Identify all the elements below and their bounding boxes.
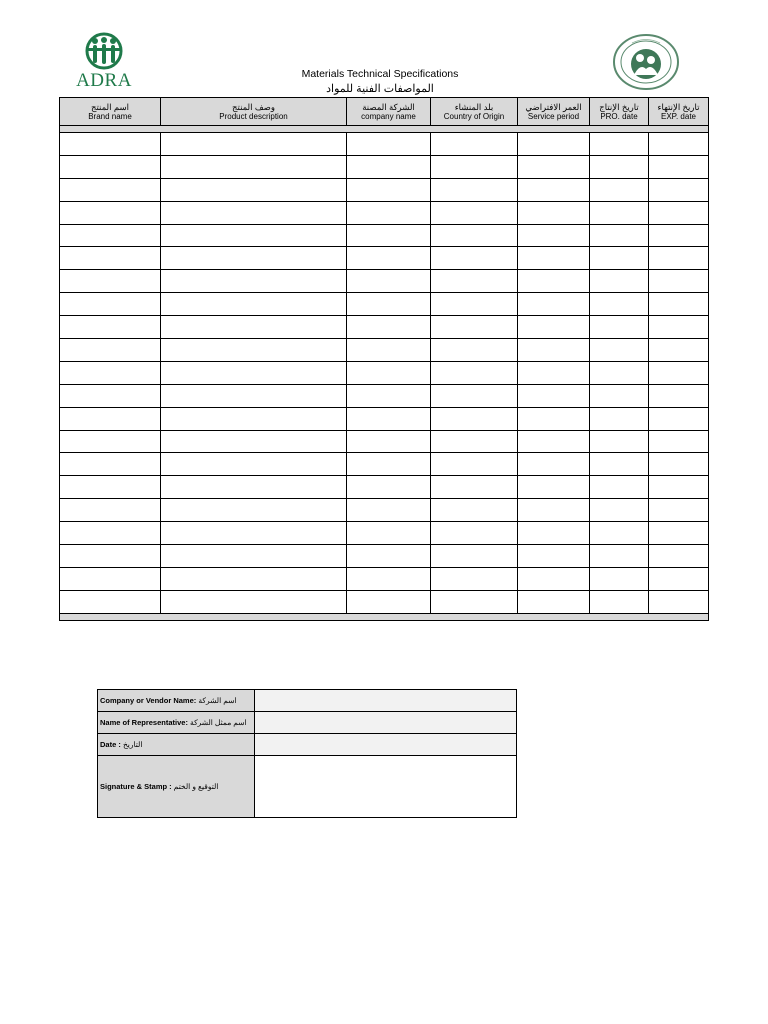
table-cell[interactable] (590, 476, 649, 499)
table-cell[interactable] (347, 224, 431, 247)
table-cell[interactable] (60, 476, 161, 499)
table-cell[interactable] (518, 499, 590, 522)
table-cell[interactable] (161, 384, 347, 407)
table-cell[interactable] (347, 247, 431, 270)
specifications-table (59, 97, 709, 621)
table-cell[interactable] (649, 545, 709, 568)
table-cell[interactable] (590, 361, 649, 384)
table-cell[interactable] (518, 407, 590, 430)
table-cell[interactable] (431, 316, 518, 339)
table-cell[interactable] (161, 476, 347, 499)
table-cell[interactable] (347, 407, 431, 430)
table-row (60, 339, 709, 362)
adra-wordmark: ADRA (76, 70, 132, 91)
table-cell[interactable] (60, 247, 161, 270)
table-cell[interactable] (60, 339, 161, 362)
table-cell[interactable] (347, 201, 431, 224)
signature-field[interactable] (255, 756, 517, 818)
date-label: Date : التاريخ (98, 734, 255, 756)
vendor-name-field[interactable] (255, 690, 517, 712)
signature-row (98, 756, 517, 818)
table-cell[interactable] (518, 522, 590, 545)
table-cell[interactable] (161, 361, 347, 384)
table-row (60, 155, 709, 178)
representative-label: Name of Representative: اسم ممثل الشركة (98, 712, 255, 734)
table-cell[interactable] (347, 133, 431, 156)
table-cell[interactable] (590, 293, 649, 316)
table-row (60, 499, 709, 522)
table-row (60, 522, 709, 545)
table-cell[interactable] (431, 178, 518, 201)
table-cell[interactable] (431, 522, 518, 545)
table-cell[interactable] (649, 247, 709, 270)
table-cell[interactable] (649, 270, 709, 293)
table-cell[interactable] (347, 590, 431, 613)
table-cell[interactable] (518, 453, 590, 476)
table-row (60, 361, 709, 384)
table-cell[interactable] (649, 384, 709, 407)
table-cell[interactable] (431, 247, 518, 270)
footer-spacer-row (60, 613, 709, 620)
table-cell[interactable] (649, 522, 709, 545)
table-cell[interactable] (518, 316, 590, 339)
table-cell[interactable] (590, 522, 649, 545)
column-header-service-period: العمر الافتراضي Service period (518, 98, 590, 126)
table-cell[interactable] (649, 133, 709, 156)
table-cell[interactable] (161, 499, 347, 522)
table-cell[interactable] (518, 361, 590, 384)
table-cell[interactable] (518, 155, 590, 178)
table-row (60, 453, 709, 476)
table-cell[interactable] (60, 201, 161, 224)
table-cell[interactable] (60, 133, 161, 156)
table-cell[interactable] (60, 453, 161, 476)
table-cell[interactable] (649, 201, 709, 224)
table-cell[interactable] (590, 567, 649, 590)
signature-label: Signature & Stamp : التوقيع و الختم (98, 756, 255, 818)
table-cell[interactable] (649, 361, 709, 384)
table-row (60, 590, 709, 613)
adra-logo (73, 32, 135, 90)
table-cell[interactable] (431, 430, 518, 453)
table-row (60, 224, 709, 247)
table-cell[interactable] (161, 155, 347, 178)
table-cell[interactable] (590, 499, 649, 522)
table-cell[interactable] (590, 545, 649, 568)
table-cell[interactable] (649, 453, 709, 476)
table-cell[interactable] (347, 453, 431, 476)
table-cell[interactable] (431, 567, 518, 590)
table-cell[interactable] (431, 545, 518, 568)
table-cell[interactable] (161, 545, 347, 568)
table-cell[interactable] (347, 155, 431, 178)
column-header-product-description: وصف المنتج Product description (161, 98, 347, 126)
table-row (60, 407, 709, 430)
table-cell[interactable] (518, 201, 590, 224)
table-cell[interactable] (347, 499, 431, 522)
table-cell[interactable] (161, 133, 347, 156)
table-cell[interactable] (518, 384, 590, 407)
table-cell[interactable] (431, 476, 518, 499)
table-cell[interactable] (518, 567, 590, 590)
table-cell[interactable] (347, 522, 431, 545)
table-cell[interactable] (590, 316, 649, 339)
table-cell[interactable] (590, 339, 649, 362)
table-cell[interactable] (590, 201, 649, 224)
table-cell[interactable] (161, 453, 347, 476)
table-cell[interactable] (649, 316, 709, 339)
table-cell[interactable] (518, 590, 590, 613)
table-cell[interactable] (161, 224, 347, 247)
table-cell[interactable] (431, 384, 518, 407)
table-cell[interactable] (518, 293, 590, 316)
table-row (60, 293, 709, 316)
table-cell[interactable] (518, 224, 590, 247)
table-cell[interactable] (161, 178, 347, 201)
table-cell[interactable] (590, 133, 649, 156)
table-cell[interactable] (60, 590, 161, 613)
table-cell[interactable] (60, 178, 161, 201)
table-cell[interactable] (649, 407, 709, 430)
column-header-pro-date: تاريخ الإنتاج PRO. date (590, 98, 649, 126)
table-row (60, 384, 709, 407)
table-cell[interactable] (161, 339, 347, 362)
table-cell[interactable] (347, 361, 431, 384)
table-cell[interactable] (347, 430, 431, 453)
table-cell[interactable] (431, 224, 518, 247)
representative-row (98, 712, 517, 734)
table-row (60, 270, 709, 293)
representative-field[interactable] (255, 712, 517, 734)
table-row (60, 178, 709, 201)
table-cell[interactable] (347, 293, 431, 316)
table-cell[interactable] (649, 178, 709, 201)
table-cell[interactable] (649, 590, 709, 613)
table-row (60, 133, 709, 156)
table-row (60, 316, 709, 339)
table-cell[interactable] (347, 476, 431, 499)
table-cell[interactable] (649, 293, 709, 316)
table-cell[interactable] (161, 430, 347, 453)
table-cell[interactable] (60, 430, 161, 453)
table-cell[interactable] (518, 270, 590, 293)
table-cell[interactable] (518, 430, 590, 453)
table-cell[interactable] (60, 522, 161, 545)
column-header-exp-date: تاريخ الإنتهاء EXP. date (649, 98, 709, 126)
table-cell[interactable] (518, 545, 590, 568)
table-cell[interactable] (590, 155, 649, 178)
table-cell[interactable] (161, 201, 347, 224)
table-row (60, 476, 709, 499)
table-row (60, 567, 709, 590)
table-cell[interactable] (649, 224, 709, 247)
table-cell[interactable] (590, 430, 649, 453)
table-cell[interactable] (649, 476, 709, 499)
table-cell[interactable] (60, 361, 161, 384)
table-cell[interactable] (431, 453, 518, 476)
table-cell[interactable] (161, 293, 347, 316)
table-cell[interactable] (60, 499, 161, 522)
table-cell[interactable] (431, 293, 518, 316)
column-header-country-of-origin: بلد المنشاء Country of Origin (431, 98, 518, 126)
table-cell[interactable] (347, 567, 431, 590)
table-cell[interactable] (518, 339, 590, 362)
column-header-company-name: الشركة المصنة company name (347, 98, 431, 126)
header-spacer-row (60, 126, 709, 133)
column-header-brand-name: اسم المنتج Brand name (60, 98, 161, 126)
table-row (60, 247, 709, 270)
table-cell[interactable] (161, 316, 347, 339)
table-cell[interactable] (649, 567, 709, 590)
table-row (60, 545, 709, 568)
table-cell[interactable] (431, 155, 518, 178)
table-cell[interactable] (347, 339, 431, 362)
table-cell[interactable] (518, 476, 590, 499)
table-cell[interactable] (590, 178, 649, 201)
charity-seal-logo (612, 33, 680, 91)
table-cell[interactable] (60, 270, 161, 293)
table-cell[interactable] (60, 407, 161, 430)
table-cell[interactable] (161, 270, 347, 293)
table-cell[interactable] (60, 384, 161, 407)
table-cell[interactable] (649, 339, 709, 362)
date-field[interactable] (255, 734, 517, 756)
table-cell[interactable] (590, 224, 649, 247)
table-cell[interactable] (518, 178, 590, 201)
table-cell[interactable] (518, 133, 590, 156)
table-cell[interactable] (60, 316, 161, 339)
table-cell[interactable] (590, 270, 649, 293)
table-cell[interactable] (590, 453, 649, 476)
table-cell[interactable] (590, 590, 649, 613)
table-cell[interactable] (60, 545, 161, 568)
table-cell[interactable] (347, 178, 431, 201)
table-cell[interactable] (590, 247, 649, 270)
vendor-info-table (97, 689, 517, 818)
table-cell[interactable] (518, 247, 590, 270)
table-cell[interactable] (431, 339, 518, 362)
table-cell[interactable] (347, 545, 431, 568)
table-cell[interactable] (347, 270, 431, 293)
table-header-row (60, 98, 709, 126)
table-cell[interactable] (161, 590, 347, 613)
vendor-name-row (98, 690, 517, 712)
table-cell[interactable] (649, 499, 709, 522)
table-cell[interactable] (431, 407, 518, 430)
table-cell[interactable] (431, 270, 518, 293)
table-cell[interactable] (60, 155, 161, 178)
table-cell[interactable] (431, 201, 518, 224)
table-cell[interactable] (590, 384, 649, 407)
table-cell[interactable] (60, 224, 161, 247)
table-cell[interactable] (161, 522, 347, 545)
page-title-arabic: المواصفات الفنية للمواد (326, 83, 434, 95)
table-cell[interactable] (431, 499, 518, 522)
table-cell[interactable] (60, 567, 161, 590)
table-cell[interactable] (649, 155, 709, 178)
table-cell[interactable] (649, 430, 709, 453)
adra-people-icon (73, 32, 135, 70)
table-cell[interactable] (431, 361, 518, 384)
table-cell[interactable] (60, 293, 161, 316)
page-title: Materials Technical Specifications (301, 68, 459, 80)
table-cell[interactable] (161, 567, 347, 590)
table-cell[interactable] (431, 133, 518, 156)
table-cell[interactable] (347, 384, 431, 407)
table-cell[interactable] (161, 407, 347, 430)
charity-seal-icon (612, 33, 680, 91)
table-row (60, 201, 709, 224)
table-cell[interactable] (431, 590, 518, 613)
table-cell[interactable] (590, 407, 649, 430)
table-cell[interactable] (161, 247, 347, 270)
vendor-name-label: Company or Vendor Name: اسم الشركة (98, 690, 255, 712)
table-row (60, 430, 709, 453)
date-row (98, 734, 517, 756)
table-cell[interactable] (347, 316, 431, 339)
specifications-table-body (60, 126, 709, 621)
